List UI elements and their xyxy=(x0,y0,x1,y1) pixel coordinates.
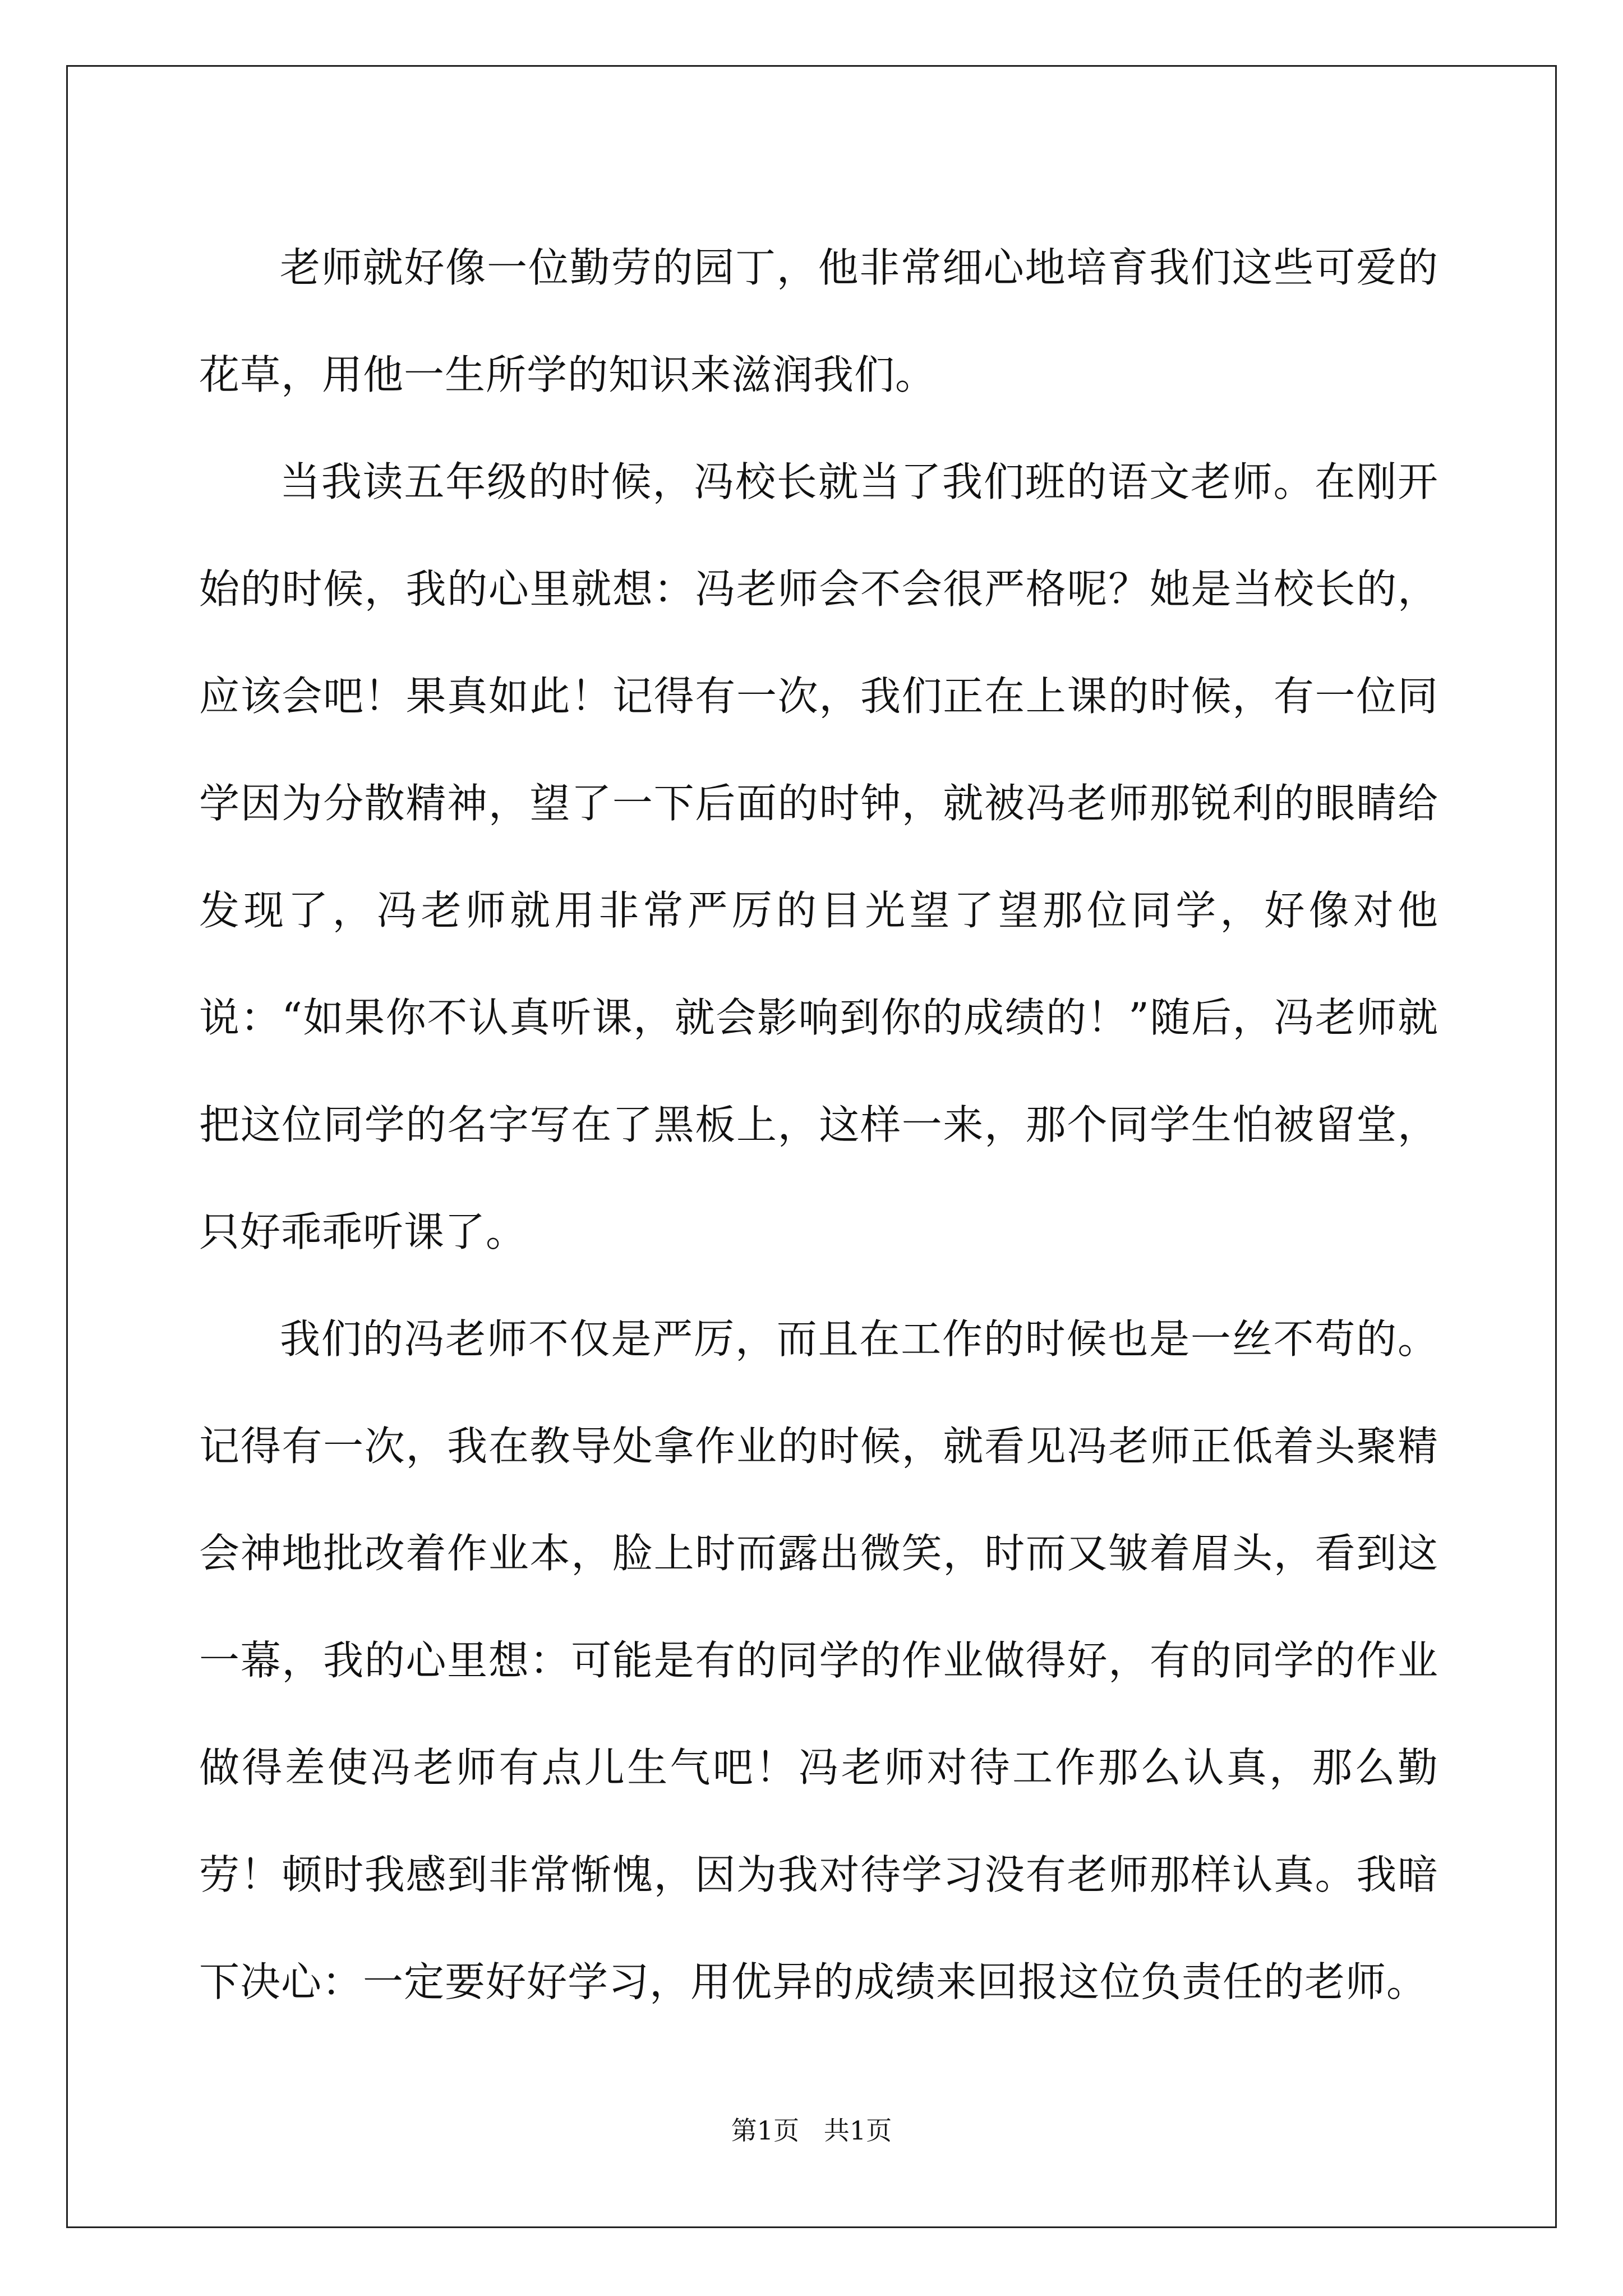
paragraph-1: 老师就好像一位勤劳的园丁，他非常细心地培育我们这些可爱的花草，用他一生所学的知识来滋润我们。 xyxy=(199,244,1438,398)
paragraph-2: 当我读五年级的时候，冯校长就当了我们班的语文老师。在刚开始的时候，我的心里就想：冯老师会不会很严格呢？她是当校长的，应该会吧！果真如此！记得有一次，我们正在上课的时候，有一位同学因为分散精神，望了一下后面的时钟，就被冯老师那锐利的眼睛给发现了，冯老师就用非常严厉的目光望了望那位同学，好像对他说：“如果你不认真听课，就会影响到你的成绩的！”随后，冯老师就把这位同学的名字写在了黑板上，这样一来，那个同学生怕被留堂，只好乖乖听课了。 xyxy=(199,458,1438,1255)
page-footer: 第1页 共1页 xyxy=(731,2115,892,2146)
document-body xyxy=(199,214,1438,2036)
paragraph-3: 我们的冯老师不仅是严厉，而且在工作的时候也是一丝不苟的。记得有一次，我在教导处拿作业的时候，就看见冯老师正低着头聚精会神地批改着作业本，脸上时而露出微笑，时而又皱着眉头，看到这一幕，我的心里想：可能是有的同学的作业做得好，有的同学的作业做得差使冯老师有点儿生气吧！冯老师对待工作那么认真，那么勤劳！顿时我感到非常惭愧，因为我对待学习没有老师那样认真。我暗下决心：一定要好好学习，用优异的成绩来回报这位负责任的老师。 xyxy=(199,1315,1438,2005)
